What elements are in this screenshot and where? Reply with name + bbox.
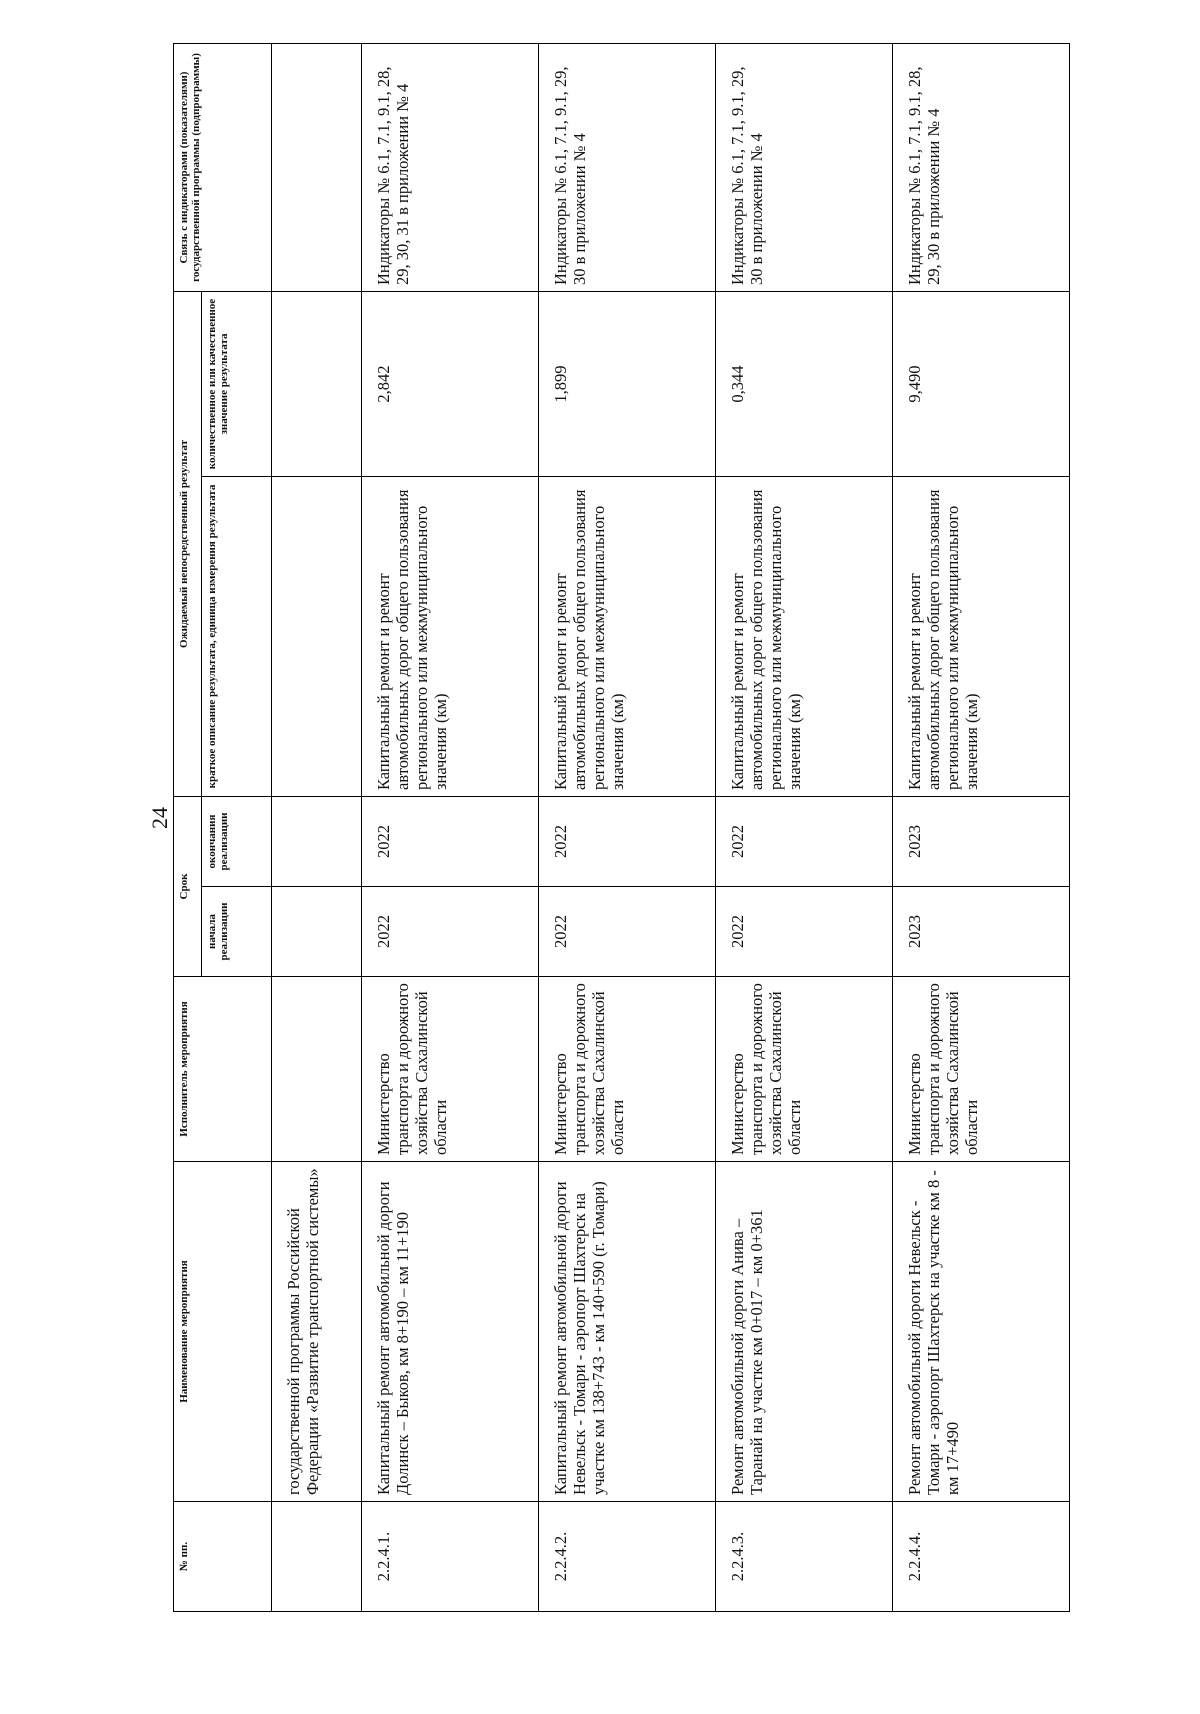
cell-link xyxy=(272,44,362,292)
cell-term-end: 2022 xyxy=(539,797,716,887)
cell-result-desc: Капитальный ремонт и ремонт автомобильных дорог общего пользования регионального или межмуниципального значения (км) xyxy=(539,477,716,797)
header-result-desc: краткое описание результата, единица измерения результата xyxy=(202,477,272,797)
cell-link: Индикаторы № 6.1, 7.1, 9.1, 28, 29, 30, 31 в приложении № 4 xyxy=(362,44,539,292)
header-row-top xyxy=(174,44,202,1612)
cell-name: Ремонт автомобильной дороги Анива – Таранай на участке км 0+017 – км 0+361 xyxy=(716,1162,893,1502)
cell-term-end: 2022 xyxy=(362,797,539,887)
cell-term-start: 2022 xyxy=(362,887,539,977)
page-number: 24 xyxy=(147,807,172,829)
cell-executor xyxy=(272,977,362,1162)
header-link: Связь с индикаторами (показателями) государственной программы (подпрограммы) xyxy=(174,44,272,292)
table-row xyxy=(893,44,1070,1612)
header-term-end: окончания реализации xyxy=(202,797,272,887)
cell-name: государственной программы Российской Федерации «Развитие транспортной системы» xyxy=(272,1162,362,1502)
cell-result-desc xyxy=(272,477,362,797)
cell-num: 2.2.4.4. xyxy=(893,1502,1070,1612)
rotated-table-container xyxy=(173,44,1068,1612)
program-activities-table xyxy=(173,43,1070,1612)
cell-link: Индикаторы № 6.1, 7.1, 9.1, 28, 29, 30 в приложении № 4 xyxy=(893,44,1070,292)
header-term-start: начала реализации xyxy=(202,887,272,977)
cell-term-start: 2022 xyxy=(539,887,716,977)
table-row xyxy=(716,44,893,1612)
cell-name: Капитальный ремонт автомобильной дороги Долинск – Быков, км 8+190 – км 11+190 xyxy=(362,1162,539,1502)
header-term: Срок xyxy=(174,797,202,977)
cell-link: Индикаторы № 6.1, 7.1, 9.1, 29, 30 в приложении № 4 xyxy=(716,44,893,292)
cell-term-start: 2022 xyxy=(716,887,893,977)
cell-result-value: 1,899 xyxy=(539,292,716,477)
cell-name: Капитальный ремонт автомобильной дороги Невельск - Томари - аэропорт Шахтерск на участке км 138+743 - км 140+590 (г. Томари) xyxy=(539,1162,716,1502)
cell-num: 2.2.4.2. xyxy=(539,1502,716,1612)
cell-term-end: 2023 xyxy=(893,797,1070,887)
cell-result-value: 0,344 xyxy=(716,292,893,477)
cell-result-desc: Капитальный ремонт и ремонт автомобильных дорог общего пользования регионального или межмуниципального значения (км) xyxy=(893,477,1070,797)
cell-term-start xyxy=(272,887,362,977)
cell-result-value: 9,490 xyxy=(893,292,1070,477)
cell-executor: Министерство транспорта и дорожного хозяйства Сахалинской области xyxy=(716,977,893,1162)
cell-result-value xyxy=(272,292,362,477)
cell-num xyxy=(272,1502,362,1612)
header-name: Наименование мероприятия xyxy=(174,1162,272,1502)
cell-num: 2.2.4.3. xyxy=(716,1502,893,1612)
cell-executor: Министерство транспорта и дорожного хозяйства Сахалинской области xyxy=(893,977,1070,1162)
header-executor: Исполнитель мероприятия xyxy=(174,977,272,1162)
cell-result-desc: Капитальный ремонт и ремонт автомобильных дорог общего пользования регионального или межмуниципального значения (км) xyxy=(716,477,893,797)
table-row xyxy=(362,44,539,1612)
cell-term-start: 2023 xyxy=(893,887,1070,977)
cell-term-end: 2022 xyxy=(716,797,893,887)
cell-executor: Министерство транспорта и дорожного хозяйства Сахалинской области xyxy=(539,977,716,1162)
cell-term-end xyxy=(272,797,362,887)
table-row-continuation xyxy=(272,44,362,1612)
cell-num: 2.2.4.1. xyxy=(362,1502,539,1612)
cell-name: Ремонт автомобильной дороги Невельск - Томари - аэропорт Шахтерск на участке км 8 - км 17+490 xyxy=(893,1162,1070,1502)
header-result-value: количественное или качественное значение результата xyxy=(202,292,272,477)
table-row xyxy=(539,44,716,1612)
cell-link: Индикаторы № 6.1, 7.1, 9.1, 29, 30 в приложении № 4 xyxy=(539,44,716,292)
cell-executor: Министерство транспорта и дорожного хозяйства Сахалинской области xyxy=(362,977,539,1162)
header-num: № пп. xyxy=(174,1502,272,1612)
cell-result-desc: Капитальный ремонт и ремонт автомобильных дорог общего пользования регионального или межмуниципального значения (км) xyxy=(362,477,539,797)
header-result: Ожидаемый непосредственный результат xyxy=(174,292,202,797)
cell-result-value: 2,842 xyxy=(362,292,539,477)
